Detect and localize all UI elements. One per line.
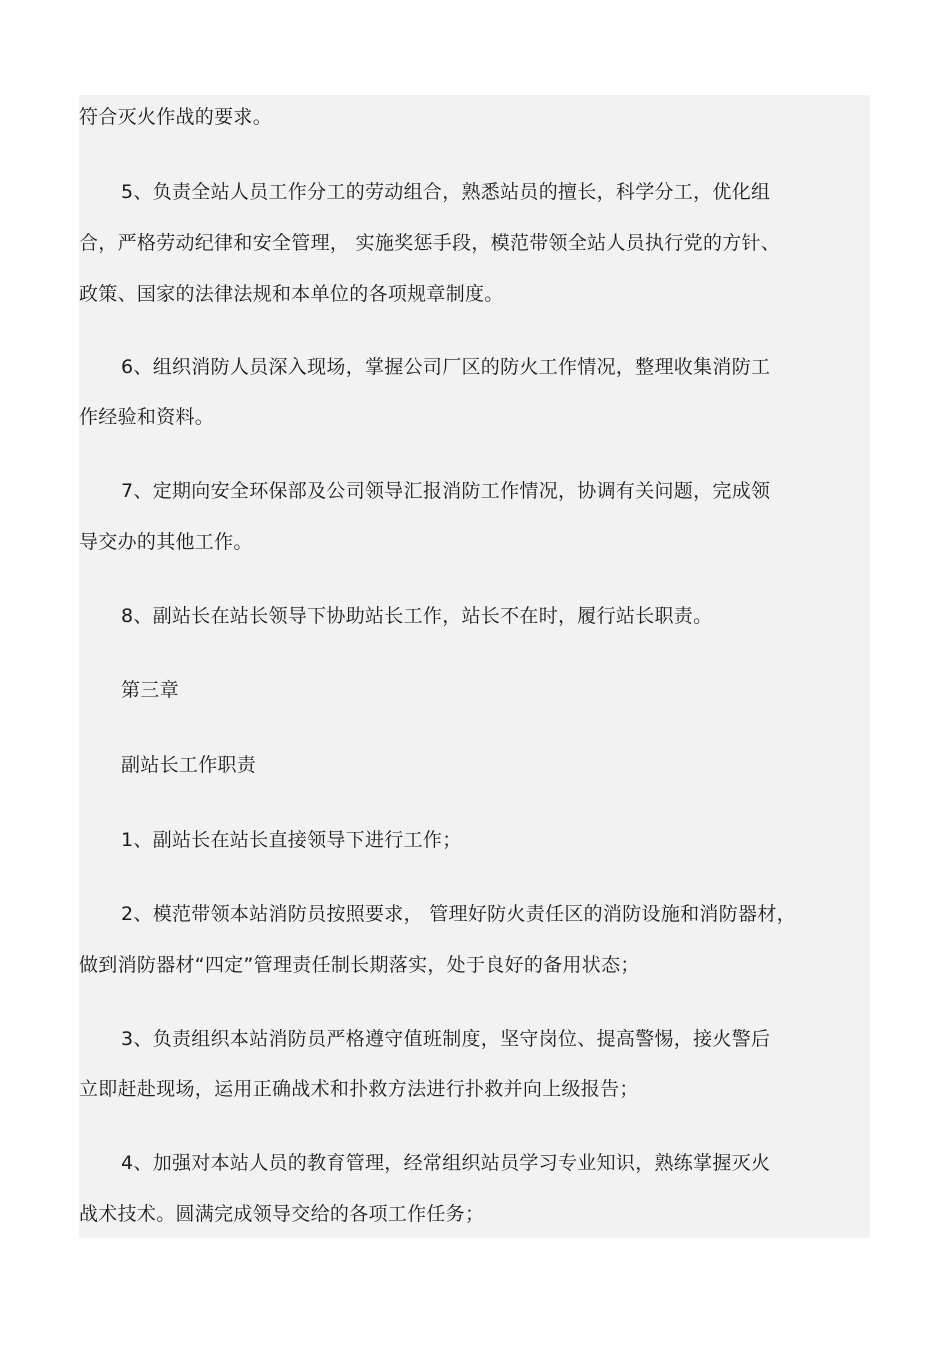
text-line: 做到消防器材“四定”管理责任制长期落实，处于良好的备用状态； [79,954,640,976]
text-line: 作经验和资料。 [79,406,215,428]
text-line: 2、模范带领本站消防员按照要求， 管理好防火责任区的消防设施和消防器材， [121,903,796,925]
text-line: 5、负责全站人员工作分工的劳动组合，熟悉站员的擅长，科学分工，优化组 [121,181,771,203]
text-line: 符合灭火作战的要求。 [79,106,273,128]
text-line: 6、组织消防人员深入现场，掌握公司厂区的防火工作情况，整理收集消防工 [121,356,771,378]
document-page [79,95,870,1238]
chapter-heading: 第三章 [121,679,179,701]
text-line: 政策、国家的法律法规和本单位的各项规章制度。 [79,283,504,305]
text-line: 立即赶赴现场，运用正确战术和扑救方法进行扑救并向上级报告； [79,1078,639,1100]
text-line: 7、定期向安全环保部及公司领导汇报消防工作情况，协调有关问题，完成领 [121,480,771,502]
text-line: 合，严格劳动纪律和安全管理， 实施奖惩手段，模范带领全站人员执行党的方针、 [79,232,781,254]
text-line: 8、副站长在站长领导下协助站长工作，站长不在时，履行站长职责。 [121,605,713,627]
text-line: 导交办的其他工作。 [79,531,253,553]
section-heading: 副站长工作职责 [121,754,257,776]
text-line: 战术技术。圆满完成领导交给的各项工作任务； [79,1203,485,1225]
text-line: 4、加强对本站人员的教育管理，经常组织站员学习专业知识，熟练掌握灭火 [121,1152,771,1174]
text-line: 1、副站长在站长直接领导下进行工作； [121,829,462,851]
text-line: 3、负责组织本站消防员严格遵守值班制度，坚守岗位、提高警惕，接火警后 [121,1028,771,1050]
